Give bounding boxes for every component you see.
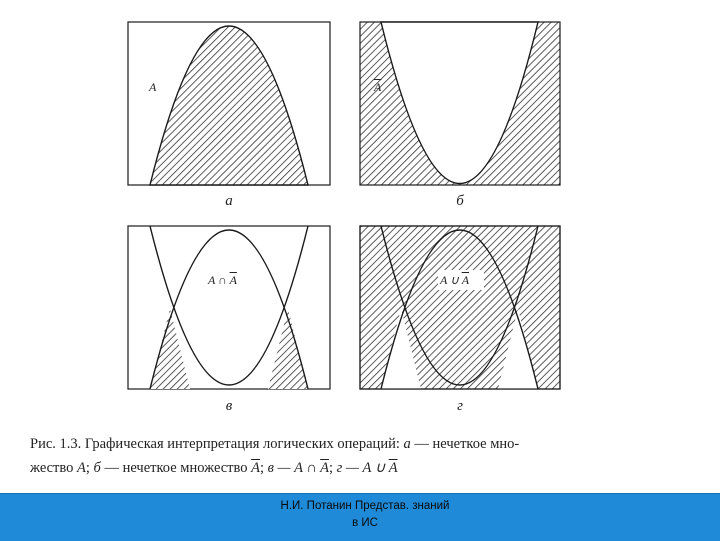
caption-prefix: Рис. 1.3. Графическая интерпретация логических операций: bbox=[30, 436, 404, 452]
footer-line-1: Н.И. Потанин Представ. знаний bbox=[280, 500, 450, 512]
caption-b-letter: б bbox=[93, 460, 101, 476]
caption-v-letter: в bbox=[267, 460, 274, 476]
caption-a-letter: а bbox=[403, 436, 411, 452]
caption-v-text: — A ∩ bbox=[273, 460, 321, 476]
caption-b-text: — нечеткое множество bbox=[100, 460, 252, 476]
caption-set-a: A bbox=[77, 460, 86, 476]
caption-line-1 bbox=[30, 432, 670, 456]
panel-v-label-bar: $\overline{A}$ bbox=[229, 273, 237, 287]
panel-g-label-op: A ∪ bbox=[440, 273, 462, 287]
caption-sep-g: ; bbox=[329, 460, 337, 476]
panel-v-label bbox=[208, 273, 237, 288]
footer-text bbox=[250, 498, 480, 532]
panel-a-label: A bbox=[149, 80, 157, 94]
caption-not-a-2: $\overline{A}$ bbox=[320, 460, 330, 476]
caption-g-letter: г bbox=[336, 460, 343, 476]
panel-a bbox=[128, 22, 330, 185]
panel-g-label-bar: $\overline{A}$ bbox=[461, 273, 470, 287]
caption-line-2 bbox=[30, 456, 670, 480]
panel-g-label bbox=[440, 273, 469, 288]
panel-b-letter: б bbox=[456, 193, 464, 209]
panel-a-letter: а bbox=[225, 193, 233, 209]
figure-caption bbox=[30, 432, 670, 480]
footer-line-2: в ИС bbox=[352, 517, 378, 529]
slide-footer bbox=[0, 493, 720, 541]
panel-v-label-op: A ∩ bbox=[208, 273, 230, 287]
panel-v-letter: в bbox=[225, 398, 233, 414]
caption-not-a-3: $\overline{A}$ bbox=[388, 460, 398, 476]
panel-v bbox=[128, 226, 330, 389]
caption-sep-b: ; bbox=[85, 460, 94, 476]
panel-g bbox=[360, 226, 560, 389]
panel-b bbox=[360, 22, 560, 185]
panel-b-label: $\overline{A}$ bbox=[374, 80, 382, 94]
caption-g-text: — A ∪ bbox=[342, 460, 389, 476]
caption-line2-prefix: жество bbox=[30, 460, 78, 476]
caption-line1-rest: — нечеткое мно- bbox=[410, 436, 520, 452]
caption-not-a-1: $\overline{A}$ bbox=[251, 460, 260, 476]
caption-sep-v: ; bbox=[260, 460, 268, 476]
panel-g-letter: г bbox=[457, 398, 463, 414]
